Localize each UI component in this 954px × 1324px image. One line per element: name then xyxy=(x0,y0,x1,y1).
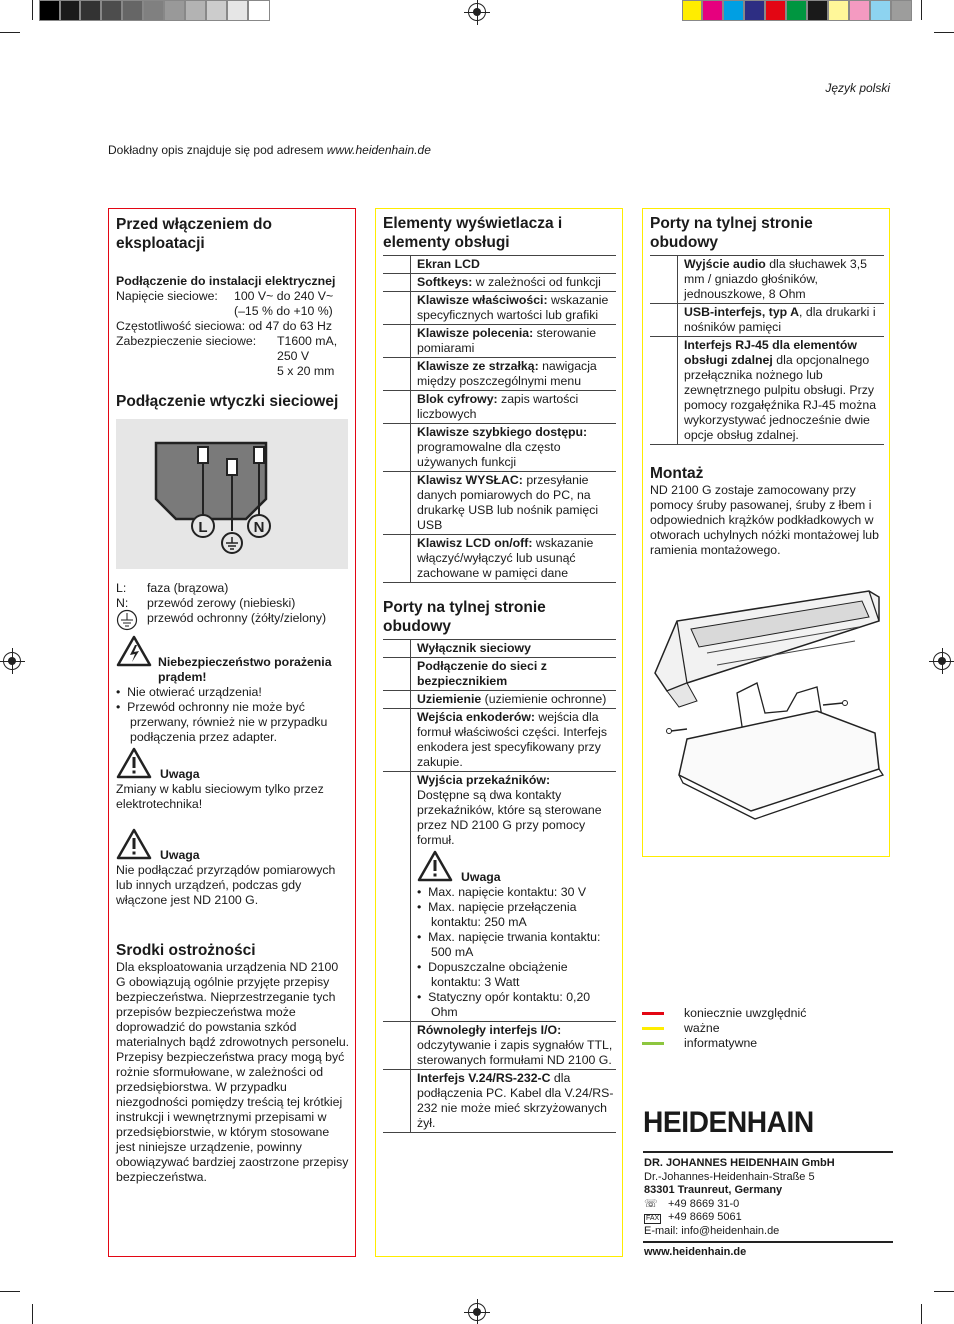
table-row: Wejścia enkoderów: wejścia dla formuł właściwości części. Interfejs enkodera jest specyfikowany przy zakupie. xyxy=(383,709,616,772)
registration-mark-icon xyxy=(468,3,486,21)
controls-table xyxy=(383,255,616,583)
table-row: Klawisz LCD on/off: wskazanie włączyć/wyłączyć lub usunąć zachowane w pamięci dane xyxy=(383,535,616,583)
warning-icon xyxy=(116,747,152,779)
table-row: Podłączenie do sieci z bezpiecznikiem xyxy=(383,658,616,691)
heidenhain-link[interactable]: www.heidenhain.de xyxy=(326,143,431,157)
color-key: koniecznie uwzględnić ważne informatywne xyxy=(642,1006,806,1051)
danger-warning: Niebezpieczeństwo porażenia prądem! xyxy=(116,655,350,685)
table-row: Ekran LCD xyxy=(383,256,616,274)
power-specs: Napięcie sieciowe: 100 V~ do 240 V~ (–15 % do +10 %) Częstotliwość sieciowa: od 47 do 63 Hz Zabezpieczenie sieciowe: T1600 mA, 250 V 5 x 20 mm xyxy=(116,289,338,378)
safety-text: Dla eksploatowania urządzenia ND 2100 G obowiązują ogólnie przyjęte przepisy bezpieczeństwa. Nieprzestrzeganie tych przepisów bezpieczeństwa może doprowadzić do powstania szkód materialnych bądź zdrowotnych personelu. Przepisy bezpieczeństwa pracy mogą być rożnie sformułowane, w zależności od przedsiębiorstwa. W przypadku niezgodności pomiędzy treścią tej krótkiej instrukcji i wewnętrznymi przepisami w przedsiębiorstwie, w którym stosowane jest niniejsze urządzenie, powinny obowiązywać bardziej zaostrzone przepisy bezpieczeństwa. xyxy=(116,960,350,1184)
table-row: Klawisze właściwości: wskazanie specyficznych wartości lub grafiki xyxy=(383,292,616,325)
section-title-rear-ports: Porty na tylnej stronie obudowy xyxy=(650,215,813,251)
key-swatch-red xyxy=(642,1012,664,1015)
company-address: DR. JOHANNES HEIDENHAIN GmbH Dr.-Johannes-Heidenhain-Straße 5 83301 Traunreut, Germany ☏ +49 8669 31-0 FAX +49 8669 5061 E-mail: info@heidenhain.de xyxy=(644,1157,835,1237)
note-devices-text: Nie podłączać przyrządów pomiarowych lub innych urządzeń, podczas gdy włączone jest ND 2100 G. xyxy=(116,863,336,907)
table-row: Uziemienie (uziemienie ochronne) xyxy=(383,691,616,709)
table-row: USB-interfejs, typ A, dla drukarki i nośników pamięci xyxy=(650,304,884,337)
column-display-controls xyxy=(375,208,623,1257)
power-heading: Podłączenie do instalacji elektrycznej xyxy=(116,274,336,288)
relay-note: Uwaga xyxy=(417,870,616,885)
intro-text: Dokładny opis znajduje się pod adresem www.heidenhain.de xyxy=(108,143,431,157)
plug-title: Podłączenie wtyczki sieciowej xyxy=(116,393,339,410)
heidenhain-logo: HEIDENHAIN xyxy=(643,1106,814,1139)
wire-legend: L: faza (brązowa) N: przewód zerowy (niebieski) przewód ochronny (żółty/zielony) xyxy=(116,581,350,631)
language-label: Język polski xyxy=(825,81,890,95)
website-link[interactable]: www.heidenhain.de xyxy=(644,1246,747,1258)
ground-icon xyxy=(116,609,140,631)
key-swatch-green xyxy=(642,1042,664,1045)
warning-icon xyxy=(417,850,453,882)
phone-icon: ☏ xyxy=(644,1197,658,1210)
table-row: Wyłącznik sieciowy xyxy=(383,640,616,658)
note-devices: Uwaga xyxy=(116,848,350,863)
table-row: Klawisze szybkiego dostępu: programowalne dla często używanych funkcji xyxy=(383,424,616,472)
ports-table xyxy=(383,639,616,1133)
key-swatch-yellow xyxy=(642,1027,664,1030)
table-row: Klawisze polecenia: sterowanie pomiarami xyxy=(383,325,616,358)
fax-icon: FAX xyxy=(646,1215,660,1222)
table-row: Blok cyfrowy: zapis wartości liczbowych xyxy=(383,391,616,424)
device-mount-illustration xyxy=(647,583,887,823)
company-divider xyxy=(643,1151,893,1153)
company-divider xyxy=(643,1241,893,1243)
safety-title: Srodki ostrożności xyxy=(116,942,256,959)
registration-mark-icon xyxy=(3,652,21,670)
plug-n-label: N xyxy=(253,519,265,536)
section-title-before-use: Przed włączeniem do eksploatacji xyxy=(116,216,272,252)
table-row: Softkeys: w zależności od funkcji xyxy=(383,274,616,292)
registration-mark-icon xyxy=(468,1303,486,1321)
section-title-display: Elementy wyświetlacza i elementy obsługi xyxy=(383,215,563,251)
column-before-use xyxy=(108,208,356,1257)
section-title-ports: Porty na tylnej stronie obudowy xyxy=(383,599,546,635)
table-row: Równoległy interfejs I/O: odczytywanie i zapis sygnałów TTL, sterowanych formułami ND 2100 G. xyxy=(383,1022,616,1070)
warning-icon xyxy=(116,828,152,860)
note-cable: Uwaga xyxy=(116,767,350,782)
table-row: Wyjście audio dla słuchawek 3,5 mm / gniazdo głośników, jednouszkowe, 8 Ohm xyxy=(650,256,884,304)
mount-title: Montaż xyxy=(650,465,704,482)
email-link[interactable]: E-mail: info@heidenhain.de xyxy=(644,1224,780,1237)
column-ports-mounting xyxy=(642,208,890,857)
electric-hazard-icon xyxy=(116,635,152,667)
plug-l-label: L xyxy=(198,519,208,536)
table-row: Klawisz WYSŁAC: przesyłanie danych pomiarowych do PC, na drukarkę USB lub nośnik pamięci USB xyxy=(383,472,616,535)
table-row: Interfejs RJ-45 dla elementów obsługi zdalnej dla opcjonalnego przełącznika nożnego lub zewnętrznego pulpitu obsługi. Przy pomocy rozgałęźnika RJ-45 można wykorzystywać jednocześnie dwie opcje obsług zdalnej. xyxy=(650,337,884,445)
registration-mark-icon xyxy=(933,652,951,670)
table-row: Wyjścia przekaźników: Dostępne są dwa kontakty przekaźników, które są sterowane przez ND 2100 G przy pomocy formuł. Uwaga • Max. napięcie kontaktu: 30 V • Max. napięcie przełączenia kontaktu: 250 mA • Max. napięcie trwania kontaktu: 500 mA • Dopuszczalne obciążenie kontaktu: 3 Watt • Statyczny opór kontaktu: 0,20 Ohm xyxy=(383,772,616,1022)
table-row: Klawisze ze strzałką: nawigacja między poszczególnymi menu xyxy=(383,358,616,391)
note-cable-text: Zmiany w kablu sieciowym tylko przez elektrotechnika! xyxy=(116,782,324,811)
mount-text: ND 2100 G zostaje zamocowany przy pomocy śruby pasowanej, śruby z łbem i odpowiednich krążków podkładkowych w otworach uchylnych nóżki montażowej lub ramienia montażowego. xyxy=(650,483,879,557)
danger-list: • Nie otwierać urządzenia! • Przewód ochronny nie może być przerwany, również nie w przypadku podłączenia przez adapter. xyxy=(116,685,328,744)
plug-diagram xyxy=(116,419,348,569)
rear-ports-table xyxy=(650,255,884,445)
table-row: Interfejs V.24/RS-232-C dla podłączenia PC. Kabel dla V.24/RS-232 nie może mieć skrzyżowanych żył. xyxy=(383,1070,616,1133)
